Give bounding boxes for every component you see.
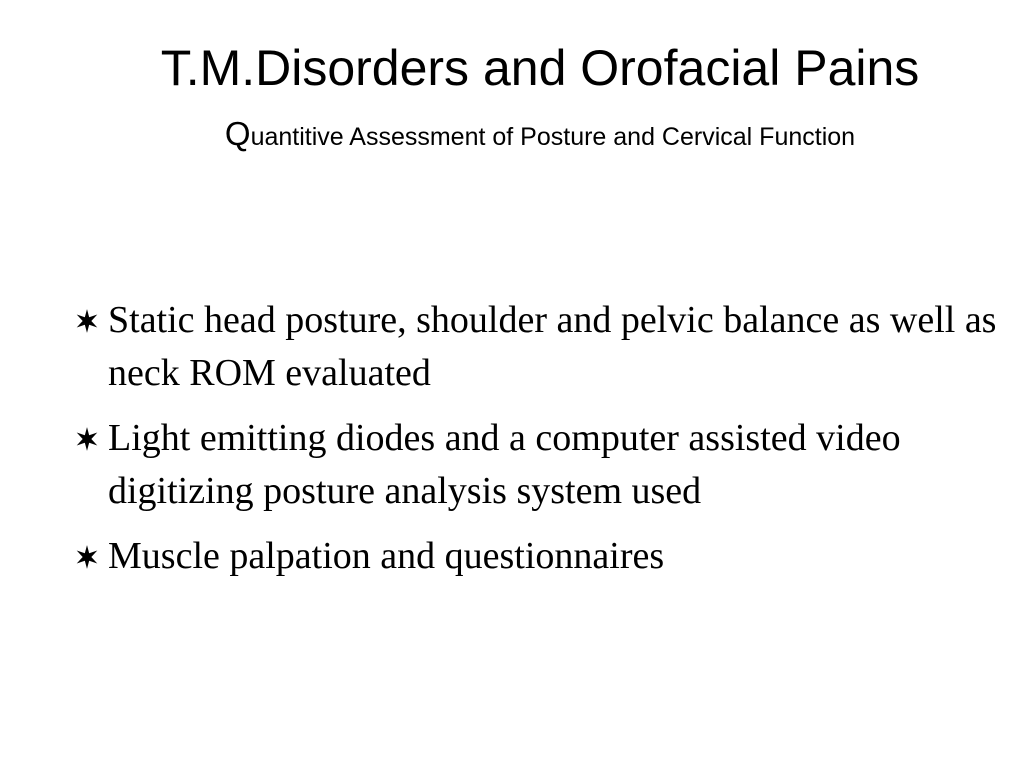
bullet-text: Light emitting diodes and a computer assisted video digitizing posture analysis system used — [108, 417, 901, 512]
six-point-star-icon — [74, 530, 104, 583]
bullet-list — [74, 294, 1004, 595]
title-block — [60, 40, 1020, 153]
slide-subtitle — [60, 114, 1020, 154]
bullet-item — [74, 530, 1004, 583]
six-point-star-icon — [74, 294, 104, 347]
bullet-item — [74, 294, 1004, 400]
subtitle-initial: Q — [224, 114, 251, 152]
bullet-item — [74, 412, 1004, 518]
bullet-text: Static head posture, shoulder and pelvic balance as well as neck ROM evaluated — [108, 299, 997, 394]
bullet-text: Muscle palpation and questionnaires — [108, 535, 665, 577]
subtitle-rest: uantitive Assessment of Posture and Cervical Function — [250, 122, 856, 151]
six-point-star-icon — [74, 412, 104, 465]
slide-title: T.M.Disorders and Orofacial Pains — [160, 40, 920, 96]
